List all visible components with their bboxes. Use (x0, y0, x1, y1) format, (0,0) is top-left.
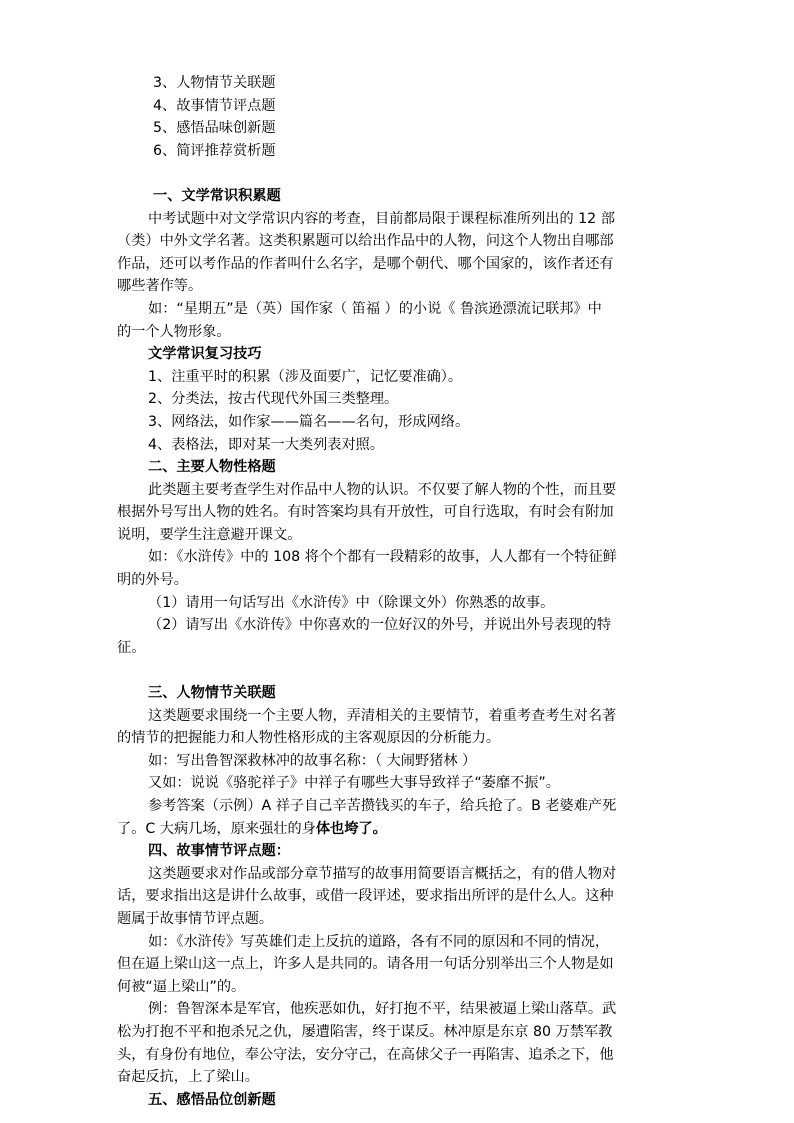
spacer (117, 162, 677, 185)
paragraph-line: （类）中外文学名著。这类积累题可以给出作品中的人物，问这个人物出自哪部 (117, 233, 614, 250)
paragraph-line: 的一个人物形象。 (117, 323, 231, 340)
paragraph-line: 参考答案（示例）A 祥子自己辛苦攒钱买的车子，给兵抢了。B 老婆难产死 (148, 798, 617, 814)
list-item: 6、简评推荐赏析题 (153, 142, 276, 159)
question-line: （1）请用一句话写出《水浒传》中（除课文外）你熟悉的故事。 (148, 594, 555, 611)
paragraph-line: 但在逼上梁山这一点上，许多人是共同的。请各用一句话分别举出三个人物是如 (117, 956, 614, 973)
paragraph-line: 话，要求指出这是讲什么故事，或借一段评述，要求指出所评的是什么人。这种 (117, 888, 614, 905)
list-item: 3、人物情节关联题 (153, 75, 276, 91)
question-line: 征。 (117, 639, 146, 656)
subsection-heading: 文学常识复习技巧 (148, 346, 262, 363)
paragraph-line: 何被“逼上梁山”的。 (117, 978, 246, 995)
paragraph-line: 作品，还可以考作品的作者叫什么名字，是哪个朝代、哪个国家的，该作者还有 (117, 255, 614, 272)
document-page (117, 72, 677, 1111)
list-item: 4、表格法，即对某一大类列表对照。 (148, 436, 385, 453)
question-line: （2）请写出《水浒传》中你喜欢的一位好汉的外号，并说出外号表现的特 (148, 617, 612, 634)
list-item: 1、注重平时的积累（涉及面要广，记忆要准确）。 (148, 368, 463, 385)
section-heading: 四、故事情节评点题： (148, 843, 290, 860)
paragraph-line: 如：“星期五”是（英）国作家（ 笛福 ）的小说《 鲁滨逊漂流记联邦》中 (148, 300, 602, 317)
section-heading: 五、感悟品位创新题 (148, 1091, 276, 1108)
paragraph-line: 题属于故事情节评点题。 (117, 910, 274, 927)
paragraph-line: 奋起反抗，上了梁山。 (117, 1069, 259, 1086)
section-heading: 一、文学常识积累题 (153, 187, 281, 204)
paragraph-line: 如：《水浒传》写英雄们走上反抗的道路，各有不同的原因和不同的情况， (148, 933, 610, 950)
paragraph-line: 又如：说说《骆驼祥子》中祥子有哪些大事导致祥子“萎靡不振”。 (148, 775, 560, 792)
paragraph-line: 如：《水浒传》中的 108 将个个都有一段精彩的故事，人人都有一个特征鲜 (148, 549, 617, 566)
paragraph-line: 的情节的把握能力和人物性格形成的主客观原因的分析能力。 (117, 730, 501, 747)
paragraph-line: 松为打抱不平和抱杀兄之仇，屡遭陷害，终于谋反。林冲原是东京 80 万禁军教 (117, 1023, 613, 1040)
paragraph-line: 明的外号。 (117, 572, 188, 589)
answer-text-bold: 体也垮了。 (315, 820, 387, 837)
paragraph-line: 这类题要求围绕一个主要人物，弄清相关的主要情节，着重考查考生对名著 (148, 707, 617, 724)
paragraph-line (117, 818, 677, 841)
list-item: 2、分类法，按古代现代外国三类整理。 (148, 391, 399, 408)
answer-text: 了。C 大病几场，原来强壮的身 (117, 820, 316, 837)
list-item: 4、故事情节评点题 (153, 97, 276, 114)
paragraph-line: 哪些著作等。 (117, 278, 203, 295)
paragraph-line: 说明，要学生注意避开课文。 (117, 526, 302, 543)
paragraph-line: 此类题主要考查学生对作品中人物的认识。不仅要了解人物的个性，而且要 (148, 481, 617, 498)
paragraph-line: 这类题要求对作品或部分章节描写的故事用简要语言概括之，有的借人物对 (148, 865, 617, 882)
paragraph-line: 根据外号写出人物的姓名。有时答案均具有开放性，可自行选取，有时会有附加 (117, 504, 614, 521)
spacer (117, 659, 677, 682)
paragraph-line: 头，有身份有地位，奉公守法，安分守己，在高俅父子一再陷害、追杀之下，他 (117, 1046, 614, 1063)
section-heading: 二、主要人物性格题 (148, 459, 276, 476)
paragraph-line: 中考试题中对文学常识内容的考查，目前都局限于课程标准所列出的 12 部 (148, 210, 615, 227)
section-heading: 三、人物情节关联题 (148, 685, 276, 702)
paragraph-line: 例：鲁智深本是军官，他疾恶如仇，好打抱不平，结果被逼上梁山落草。武 (148, 1001, 617, 1018)
paragraph-line: 如：写出鲁智深救林冲的故事名称：（ 大闹野猪林 ） (148, 752, 477, 769)
list-item: 5、感悟品味创新题 (153, 120, 276, 137)
list-item: 3、网络法，如作家——篇名——名句，形成网络。 (148, 413, 470, 430)
